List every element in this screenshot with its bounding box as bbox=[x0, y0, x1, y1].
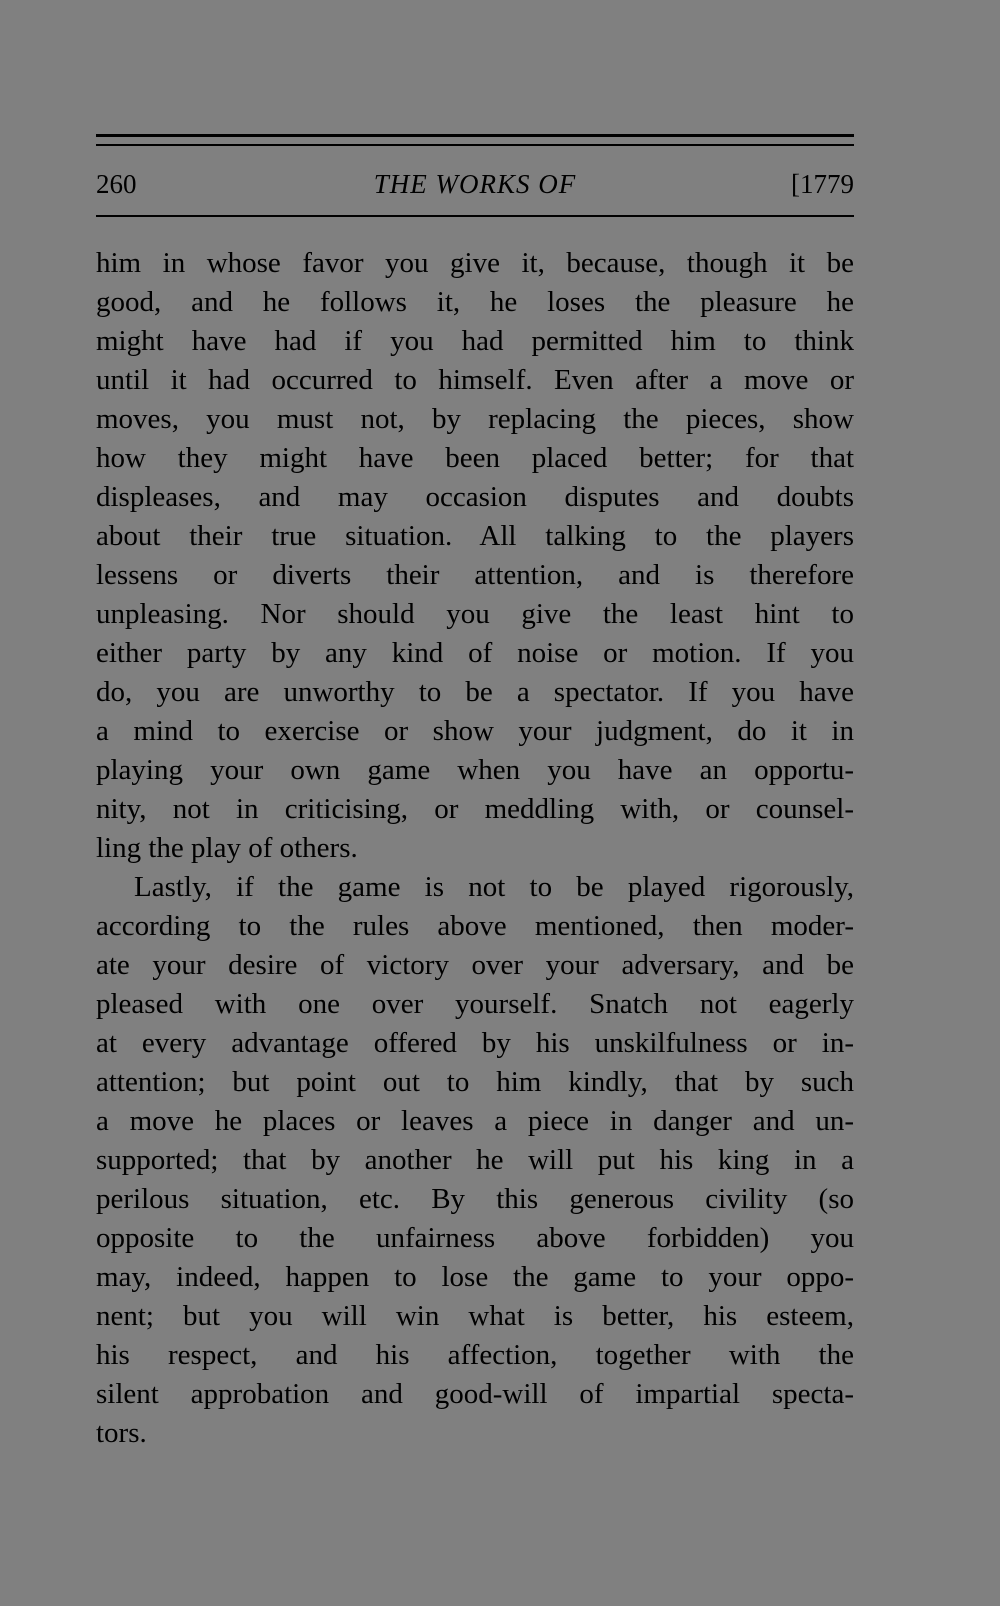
running-head bbox=[96, 164, 854, 204]
text-line: nity, not in criticising, or meddling with, or counsel- bbox=[96, 793, 854, 825]
text-line: moves, you must not, by replacing the pieces, show bbox=[96, 403, 854, 435]
running-title: THE WORKS OF bbox=[373, 169, 577, 199]
text-line: perilous situation, etc. By this generous civility (so bbox=[96, 1183, 854, 1215]
text-line: about their true situation. All talking to the players bbox=[96, 520, 854, 552]
text-line: a move he places or leaves a piece in danger and un- bbox=[96, 1105, 854, 1137]
text-line: ling the play of others. bbox=[96, 832, 358, 864]
text-line: might have had if you had permitted him to think bbox=[96, 325, 854, 357]
text-line: tors. bbox=[96, 1417, 147, 1449]
text-line: playing your own game when you have an opportu- bbox=[96, 754, 854, 786]
text-line: lessens or diverts their attention, and is therefore bbox=[96, 559, 854, 591]
text-line: Lastly, if the game is not to be played rigorously, bbox=[134, 871, 854, 903]
text-line: do, you are unworthy to be a spectator. If you have bbox=[96, 676, 854, 708]
text-line: attention; but point out to him kindly, that by such bbox=[96, 1066, 854, 1098]
text-line: ate your desire of victory over your adversary, and be bbox=[96, 949, 854, 981]
year-mark: [1779 bbox=[791, 169, 854, 199]
page-number: 260 bbox=[96, 169, 137, 199]
paragraph-2 bbox=[96, 868, 854, 1453]
text-line: him in whose favor you give it, because, though it be bbox=[96, 247, 854, 279]
text-line: according to the rules above mentioned, then moder- bbox=[96, 910, 854, 942]
text-line: his respect, and his affection, together with the bbox=[96, 1339, 854, 1371]
text-line: unpleasing. Nor should you give the least hint to bbox=[96, 598, 854, 630]
body-text bbox=[96, 244, 854, 1453]
top-rule bbox=[96, 134, 854, 137]
text-line: silent approbation and good-will of impartial specta- bbox=[96, 1378, 854, 1410]
head-rule bbox=[96, 215, 854, 217]
paragraph-1 bbox=[96, 244, 854, 868]
text-line: until it had occurred to himself. Even after a move or bbox=[96, 364, 854, 396]
top-rule-thin bbox=[96, 144, 854, 146]
text-line: may, indeed, happen to lose the game to your oppo- bbox=[96, 1261, 854, 1293]
text-line: pleased with one over yourself. Snatch not eagerly bbox=[96, 988, 854, 1020]
text-line: opposite to the unfairness above forbidden) you bbox=[96, 1222, 854, 1254]
text-line: a mind to exercise or show your judgment, do it in bbox=[96, 715, 854, 747]
text-line: supported; that by another he will put his king in a bbox=[96, 1144, 854, 1176]
text-line: good, and he follows it, he loses the pleasure he bbox=[96, 286, 854, 318]
text-line: displeases, and may occasion disputes and doubts bbox=[96, 481, 854, 513]
text-line: nent; but you will win what is better, his esteem, bbox=[96, 1300, 854, 1332]
book-page bbox=[96, 0, 854, 1606]
text-line: either party by any kind of noise or motion. If you bbox=[96, 637, 854, 669]
text-line: how they might have been placed better; for that bbox=[96, 442, 854, 474]
text-line: at every advantage offered by his unskilfulness or in- bbox=[96, 1027, 854, 1059]
